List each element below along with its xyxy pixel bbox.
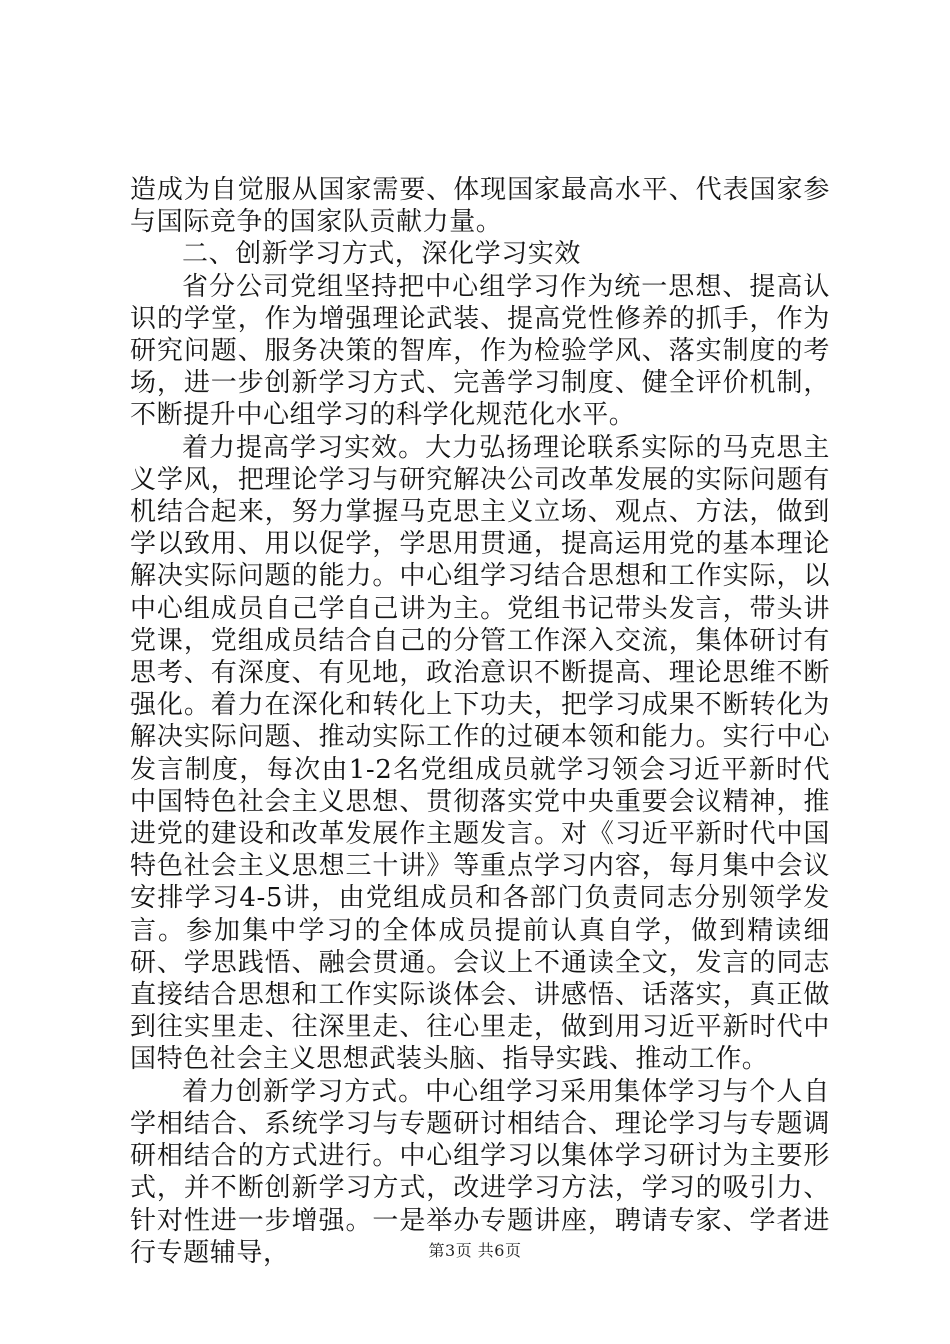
paragraph-learning-method: 着力创新学习方式。中心组学习采用集体学习与个人自学相结合、系统学习与专题研讨相结合、理论学习与专题调研相结合的方式进行。中心组学习以集体学习研讨为主要形式，并不断创新学习方式，改进学习方法，学习的吸引力、针对性进一步增强。一是举办专题讲座，聘请专家、学者进行专题辅导， (130, 1076, 830, 1268)
paragraph-learning-effect: 着力提高学习实效。大力弘扬理论联系实际的马克思主义学风，把理论学习与研究解决公司改革发展的实际问题有机结合起来，努力掌握马克思主义立场、观点、方法，做到学以致用、用以促学，学思用贯通，提高运用党的基本理论解决实际问题的能力。中心组学习结合思想和工作实际，以中心组成员自己学自己讲为主。党组书记带头发言，带头讲党课，党组成员结合自己的分管工作深入交流，集体研讨有思考、有深度、有见地，政治意识不断提高、理论思维不断强化。着力在深化和转化上下功夫，把学习成果不断转化为解决实际问题、推动实际工作的过硬本领和能力。实行中心发言制度，每次由1-2名党组成员就学习领会习近平新时代中国特色社会主义思想、贯彻落实党中央重要会议精神，推进党的建设和改革发展作主题发言。对《习近平新时代中国特色社会主义思想三十讲》等重点学习内容，每月集中会议安排学习4-5讲，由党组成员和各部门负责同志分别领学发言。参加集中学习的全体成员提前认真自学，做到精读细研、学思践悟、融会贯通。会议上不通读全文，发言的同志直接结合思想和工作实际谈体会、讲感悟、话落实，真正做到往实里走、往深里走、往心里走，做到用习近平新时代中国特色社会主义思想武装头脑、指导实践、推动工作。 (130, 432, 830, 1075)
section-heading: 二、创新学习方式，深化学习实效 (182, 239, 582, 270)
paragraph-continuation: 造成为自觉服从国家需要、体现国家最高水平、代表国家参与国际竞争的国家队贡献力量。 (130, 175, 830, 238)
page-footer: 第3页 共6页 (428, 1241, 522, 1260)
paragraph-intro: 省分公司党组坚持把中心组学习作为统一思想、提高认识的学堂，作为增强理论武装、提高党性修养的抓手，作为研究问题、服务决策的智库，作为检验学风、落实制度的考场，进一步创新学习方式、完善学习制度、健全评价机制，不断提升中心组学习的科学化规范化水平。 (130, 271, 830, 431)
document-body (130, 174, 830, 1269)
